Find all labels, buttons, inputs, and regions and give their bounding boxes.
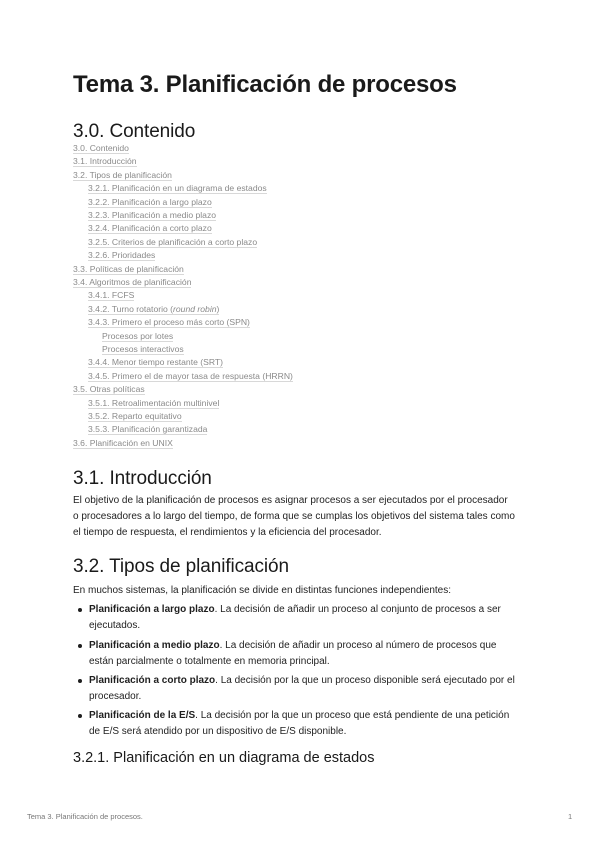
bullet-text: . La decisión por la que un proceso que está pendiente de una petición — [195, 710, 510, 721]
page-number: 1 — [568, 812, 573, 821]
toc-link-3-5-1[interactable]: 3.5.1. Retroalimentación multinivel — [88, 397, 220, 408]
toc-link-3-4-3[interactable]: 3.4.3. Primero el proceso más corto (SPN) — [88, 317, 250, 328]
tipos-heading: 3.2. Tipos de planificación — [73, 556, 289, 577]
toc-link-3-5-2[interactable]: 3.5.2. Reparto equitativo — [88, 411, 182, 421]
bullet-text-cont: ejecutados. — [89, 620, 141, 631]
intro-line-1: El objetivo de la planificación de procesos es asignar procesos a ser ejecutados por el procesador — [73, 495, 508, 506]
bullet-dot — [78, 644, 82, 648]
bullet-text-cont: están parcialmente o totalmente en memoria principal. — [89, 656, 330, 667]
toc-link-3-4-2-italic: round robin — [173, 303, 217, 314]
intro-paragraph — [73, 493, 533, 541]
toc-link-3-2-1[interactable]: 3.2.1. Planificación en un diagrama de estados — [88, 183, 267, 194]
toc-link-3-0[interactable]: 3.0. Contenido — [73, 143, 129, 153]
bullet-text: . La decisión por la que un proceso disponible será ejecutado por el — [215, 675, 515, 686]
toc-link-3-2-2[interactable]: 3.2.2. Planificación a largo plazo — [88, 196, 212, 207]
toc-link-procesos-interactivos[interactable]: Procesos interactivos — [102, 344, 184, 354]
intro-heading: 3.1. Introducción — [73, 468, 212, 489]
toc-link-3-2-5[interactable]: 3.2.5. Criterios de planificación a corto plazo — [88, 236, 258, 247]
toc-link-3-5[interactable]: 3.5. Otras políticas — [73, 384, 145, 395]
intro-line-2: o procesadores a lo largo del tiempo, de forma que se cumplas los objetivos del sistema tales como — [73, 511, 515, 522]
toc-link-3-2[interactable]: 3.2. Tipos de planificación — [73, 169, 172, 180]
sub-3-2-1-heading: 3.2.1. Planificación en un diagrama de estados — [73, 750, 375, 766]
toc-link-3-1[interactable]: 3.1. Introducción — [73, 156, 137, 167]
tipos-lead: En muchos sistemas, la planificación se divide en distintas funciones independientes: — [73, 585, 451, 596]
toc-link-3-4-2-suffix: ) — [216, 303, 220, 314]
page-title: Tema 3. Planificación de procesos — [73, 71, 457, 98]
toc-link-procesos-por-lotes[interactable]: Procesos por lotes — [102, 330, 174, 341]
footer-title: Tema 3. Planificación de procesos. — [27, 812, 143, 821]
bullet-term: Planificación a corto plazo — [89, 675, 216, 686]
toc-link-3-4-4[interactable]: 3.4.4. Menor tiempo restante (SRT) — [88, 357, 224, 368]
bullet-dot — [78, 679, 82, 683]
toc-link-3-4-2[interactable] — [88, 304, 219, 315]
contents-heading: 3.0. Contenido — [73, 121, 196, 142]
bullet-text: . La decisión de añadir un proceso al número de procesos que — [219, 640, 497, 651]
bullet-dot — [78, 714, 82, 718]
bullet-term: Planificación de la E/S — [89, 710, 196, 721]
bullet-term: Planificación a largo plazo — [89, 604, 215, 615]
toc-link-3-4-2-label: 3.4.2. Turno rotatorio ( — [88, 303, 174, 314]
toc-link-3-2-3[interactable]: 3.2.3. Planificación a medio plazo — [88, 210, 217, 220]
bullet-text-cont: procesador. — [89, 691, 142, 702]
bullet-text-cont: de E/S será atendido por un dispositivo de E/S disponible. — [89, 726, 347, 737]
toc-link-3-5-3[interactable]: 3.5.3. Planificación garantizada — [88, 424, 208, 435]
toc-link-3-6[interactable]: 3.6. Planificación en UNIX — [73, 437, 173, 448]
toc-link-3-3[interactable]: 3.3. Políticas de planificación — [73, 263, 184, 274]
toc-link-3-4[interactable]: 3.4. Algoritmos de planificación — [73, 277, 192, 287]
toc-link-3-4-5[interactable]: 3.4.5. Primero el de mayor tasa de respuesta (HRRN) — [88, 370, 293, 381]
toc-link-3-2-4[interactable]: 3.2.4. Planificación a corto plazo — [88, 223, 212, 234]
bullet-text: . La decisión de añadir un proceso al conjunto de procesos a ser — [214, 604, 501, 615]
bullet-dot — [78, 608, 82, 612]
toc-link-3-4-1[interactable]: 3.4.1. FCFS — [88, 290, 135, 301]
intro-line-3: el tiempo de respuesta, el rendimientos y la eficiencia del procesador. — [73, 527, 382, 538]
bullet-term: Planificación a medio plazo — [89, 640, 220, 651]
toc-link-3-2-6[interactable]: 3.2.6. Prioridades — [88, 250, 156, 261]
